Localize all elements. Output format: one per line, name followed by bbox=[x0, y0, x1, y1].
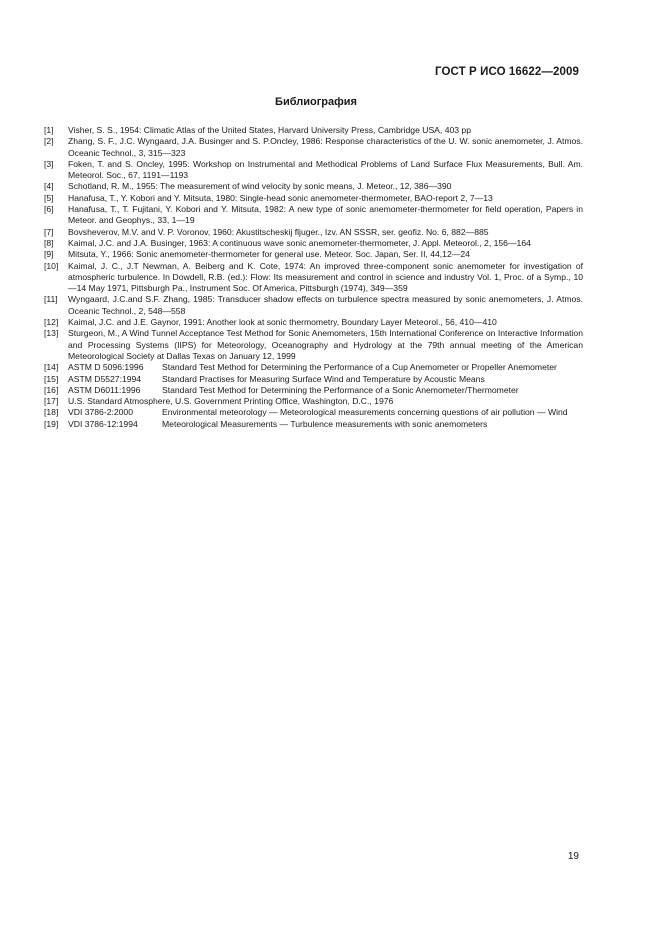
reference-text: Wyngaard, J.C.and S.F. Zhang, 1985: Transducer shadow effects on turbulence spectra measured by sonic anemometers, J. Atmos. Oceanic Technol., 2, 548—558 bbox=[68, 294, 583, 316]
reference-item bbox=[44, 396, 583, 407]
reference-item bbox=[44, 249, 583, 260]
reference-text: Meteorological Measurements — Turbulence measurements with sonic anemometers bbox=[162, 418, 488, 429]
reference-number: [7] bbox=[44, 226, 54, 237]
reference-text: Kaimal, J.C. and J.E. Gaynor, 1991: Another look at sonic thermometry, Boundary Layer Meteorol., 56, 410—410 bbox=[68, 317, 497, 328]
reference-number: [10] bbox=[44, 260, 59, 271]
reference-text: Hanafusa, T., Y. Kobori and Y. Mitsuta, 1980: Single-head sonic anemometer-thermometer, BAO-report 2, 7—13 bbox=[68, 192, 493, 203]
reference-standard-code: VDI 3786-2:2000 bbox=[68, 407, 133, 418]
reference-number: [17] bbox=[44, 396, 59, 407]
reference-item bbox=[44, 328, 583, 362]
reference-text: Sturgeon, M., A Wind Tunnel Acceptance Test Method for Sonic Anemometers, 15th International Conference on Interactive Information and Processing Systems (IIPS) for Meteorology, Oceanography and Hydrology at the 79th annual meeting of the American Meteorological Society at Dallas Texas on January 12, 1999 bbox=[68, 328, 583, 361]
reference-item bbox=[44, 294, 583, 317]
reference-number: [3] bbox=[44, 158, 54, 169]
reference-number: [2] bbox=[44, 136, 54, 147]
reference-number: [11] bbox=[44, 294, 58, 305]
reference-number: [13] bbox=[44, 328, 59, 339]
reference-item bbox=[44, 136, 583, 159]
reference-text: Kaimal, J.C. and J.A. Businger, 1963: A continuous wave sonic anemometer-thermometer, J. Appl. Meteorol., 2, 156—164 bbox=[68, 237, 531, 248]
reference-number: [1] bbox=[44, 125, 54, 135]
reference-number: [15] bbox=[44, 373, 59, 384]
reference-item bbox=[44, 227, 583, 238]
reference-text: Standard Practises for Measuring Surface Wind and Temperature by Acoustic Means bbox=[162, 373, 485, 384]
reference-standard-code: ASTM D6011:1996 bbox=[68, 384, 141, 395]
reference-item bbox=[44, 193, 583, 204]
reference-item bbox=[44, 238, 583, 249]
reference-text: Hanafusa, T., T. Fujitani, Y. Kobori and Y. Mitsuta, 1982: A new type of sonic anemometer-thermometer for field operation, Papers in Meteor. and Geophys., 33, 1—19 bbox=[68, 204, 583, 226]
reference-text: Foken, T. and S. Oncley, 1995: Workshop on Instrumental and Methodical Problems of Land Surface Flux Measurements, Bull. Am. Meteorol. Soc., 67, 1191—1193 bbox=[68, 158, 583, 181]
reference-text: Mitsuta, Y., 1966: Sonic anemometer-thermometer for general use. Meteor. Soc. Japan, Ser. II, 44,12—24 bbox=[68, 249, 470, 260]
reference-standard-code: ASTM D5527:1994 bbox=[68, 373, 142, 384]
reference-item bbox=[44, 419, 583, 430]
reference-item bbox=[44, 159, 583, 182]
reference-item bbox=[44, 261, 583, 295]
reference-item bbox=[44, 407, 583, 418]
reference-item bbox=[44, 181, 583, 192]
reference-item bbox=[44, 125, 583, 136]
reference-item bbox=[44, 204, 583, 227]
reference-text: Zhang, S. F., J.C. Wyngaard, J.A. Businger and S. P.Oncley, 1986: Response characteristics of the U. W. sonic anemometer, J. Atmos. Oceanic Technol., 3, 315—323 bbox=[68, 136, 583, 158]
reference-list bbox=[44, 125, 583, 430]
reference-text: Visher, S. S., 1954: Climatic Atlas of the United States, Harvard University Press, Cambridge USA, 403 pp bbox=[68, 125, 471, 135]
reference-standard-code: ASTM D 5096:1996 bbox=[68, 362, 144, 373]
reference-number: [12] bbox=[44, 317, 59, 328]
reference-number: [18] bbox=[44, 407, 59, 418]
document-number: ГОСТ Р ИСО 16622—2009 bbox=[434, 66, 579, 78]
reference-number: [9] bbox=[44, 249, 54, 260]
reference-item bbox=[44, 317, 583, 328]
reference-text: U.S. Standard Atmosphere, U.S. Government Printing Office, Washington, D.C., 1976 bbox=[68, 396, 394, 407]
reference-number: [14] bbox=[44, 362, 59, 373]
reference-number: [16] bbox=[44, 384, 59, 395]
reference-text: Bovsheverov, M.V. and V. P. Voronov, 1960: Akustitscheskij fljuger., Izv. AN SSSR, ser. geofiz. No. 6, 882—885 bbox=[68, 226, 489, 237]
reference-text: Environmental meteorology — Meteorological measurements concerning questions of air pollution — Wind bbox=[162, 407, 568, 418]
reference-item bbox=[44, 374, 583, 385]
reference-text: Standard Test Method for Determining the Performance of a Sonic Anemometer/Thermometer bbox=[162, 384, 519, 395]
reference-number: [8] bbox=[44, 237, 54, 248]
reference-item bbox=[44, 385, 583, 396]
reference-number: [6] bbox=[44, 204, 54, 215]
page-title: Библиография bbox=[275, 96, 357, 108]
reference-number: [4] bbox=[44, 181, 54, 192]
reference-number: [5] bbox=[44, 192, 54, 203]
reference-text: Standard Test Method for Determining the Performance of a Cup Anemometer or Propeller Anemometer bbox=[162, 362, 557, 373]
reference-number: [19] bbox=[44, 418, 59, 429]
reference-standard-code: VDI 3786-12:1994 bbox=[68, 418, 138, 429]
reference-item bbox=[44, 362, 583, 373]
reference-text: Kaimal, J. C., J.T Newman, A. Beiberg and K. Cote, 1974: An improved three-component sonic anemometer for investigation of atmospheric turbulence. In Dowdell, R.B. (ed.): Flow: Its measurement and control in science and industry Vol. 1, Proc. of a Symp., 10—14 May 1971, Pittsburgh Pa., Instrument Soc. Of America, Pittsburgh (1974), 349—359 bbox=[68, 260, 583, 294]
reference-text: Schotland, R. M., 1955: The measurement of wind velocity by sonic means, J. Meteor., 12, 386—390 bbox=[68, 181, 452, 192]
page-number: 19 bbox=[567, 851, 579, 862]
